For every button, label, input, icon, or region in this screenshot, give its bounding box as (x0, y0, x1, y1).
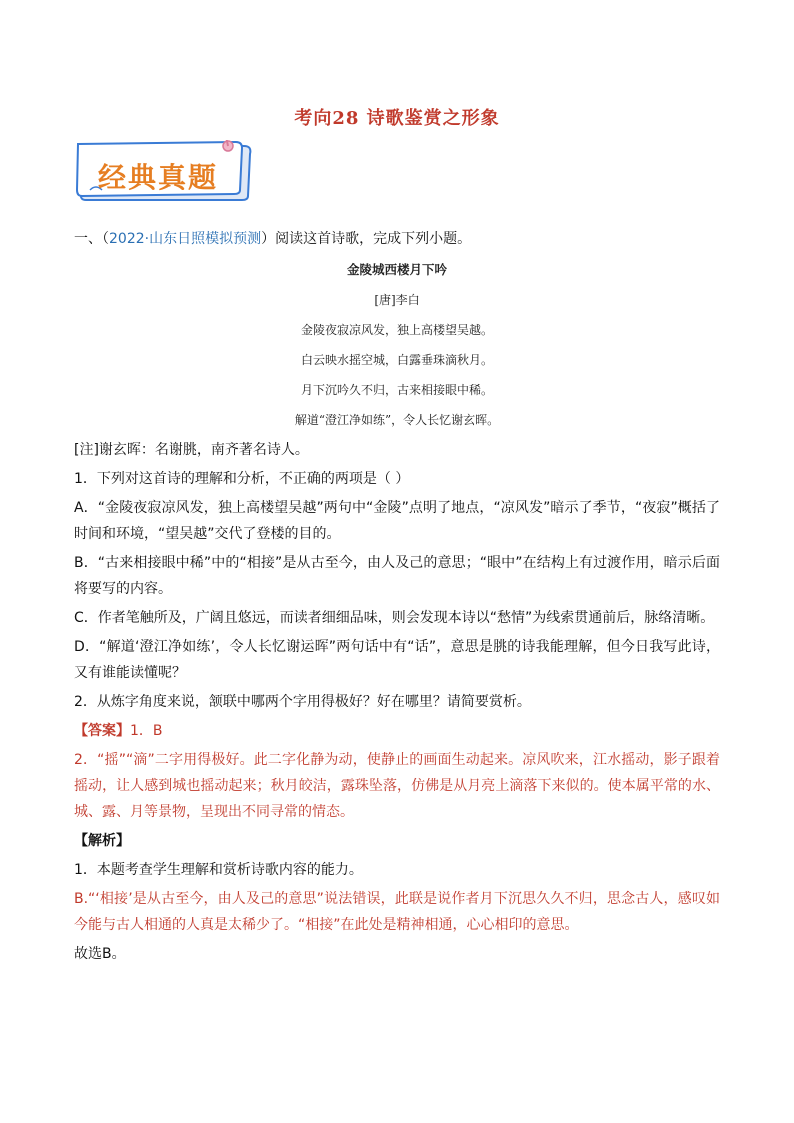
answer-line-1 (74, 718, 720, 744)
option-b: B．“古来相接眼中稀”中的“相接”是从古至今，由人及己的意思；“眼中”在结构上有过渡作用，暗示后面将要写的内容。 (74, 555, 720, 597)
poem-note: [注]谢玄晖：名谢朓，南齐著名诗人。 (74, 442, 309, 458)
analysis-heading (74, 828, 720, 854)
intro-source: 2022·山东日照模拟预测 (109, 231, 262, 247)
poem-author: [唐]李白 (374, 293, 420, 307)
option-a: A．“金陵夜寂凉风发，独上高楼望吴越”两句中“金陵”点明了地点，“凉风发”暗示了季节，“夜寂”概括了时间和环境，“望吴越”交代了登楼的目的。 (74, 500, 720, 542)
analysis-label: 【解析】 (74, 833, 130, 849)
analysis-line-2: B.“‘相接’是从古至今，由人及己的意思”说法错误，此联是说作者月下沉思久久不归，思念古人，感叹如今能与古人相通的人真是太稀少了。“相接”在此处是精神相通，心心相印的意思。 (74, 891, 720, 933)
page-title: 考向28 诗歌鉴赏之形象 (294, 108, 500, 129)
poem-line: 月下沉吟久不归，古来相接眼中稀。 (300, 383, 493, 397)
intro-suffix: ）阅读这首诗歌，完成下列小题。 (261, 231, 472, 247)
question-1: 1．下列对这首诗的理解和分析，不正确的两项是（ ） (74, 471, 410, 487)
section-banner (76, 140, 254, 202)
analysis-line-3: 故选B。 (74, 946, 126, 962)
poem-line: 解道“澄江净如练”，令人长忆谢玄晖。 (294, 413, 500, 427)
poem-line: 金陵夜寂凉风发，独上高楼望吴越。 (300, 323, 493, 337)
question-intro (74, 226, 720, 252)
intro-prefix: 一、（ (74, 231, 109, 247)
question-content (74, 226, 720, 970)
poem-line: 白云映水摇空城，白露垂珠滴秋月。 (300, 353, 493, 367)
answer-2: 2．“摇”“滴”二字用得极好。此二字化静为动，使静止的画面生动起来。凉风吹来，江水摇动，影子跟着摇动，让人感到城也摇动起来；秋月皎洁，露珠坠落，仿佛是从月亮上滴落下来似的。使本属平常的水、城、露、月等景物，呈现出不同寻常的情态。 (74, 752, 720, 820)
answer-1: 1．B (130, 723, 163, 739)
poem-block (74, 255, 720, 435)
question-2: 2．从炼字角度来说，颔联中哪两个字用得极好？好在哪里？请简要赏析。 (74, 694, 531, 710)
option-d: D．“解道‘澄江净如练’，令人长忆谢运晖”两句话中有“话”，意思是朓的诗我能理解，但今日我写此诗，又有谁能读懂呢？ (74, 639, 720, 681)
banner-label: 经典真题 (98, 161, 219, 194)
option-c: C．作者笔触所及，广阔且悠远，而读者细细品味，则会发现本诗以“愁情”为线索贯通前后，脉络清晰。 (74, 610, 715, 626)
analysis-line-1: 1．本题考查学生理解和赏析诗歌内容的能力。 (74, 862, 363, 878)
poem-title: 金陵城西楼月下吟 (346, 262, 447, 277)
answer-label: 【答案】 (74, 723, 130, 739)
